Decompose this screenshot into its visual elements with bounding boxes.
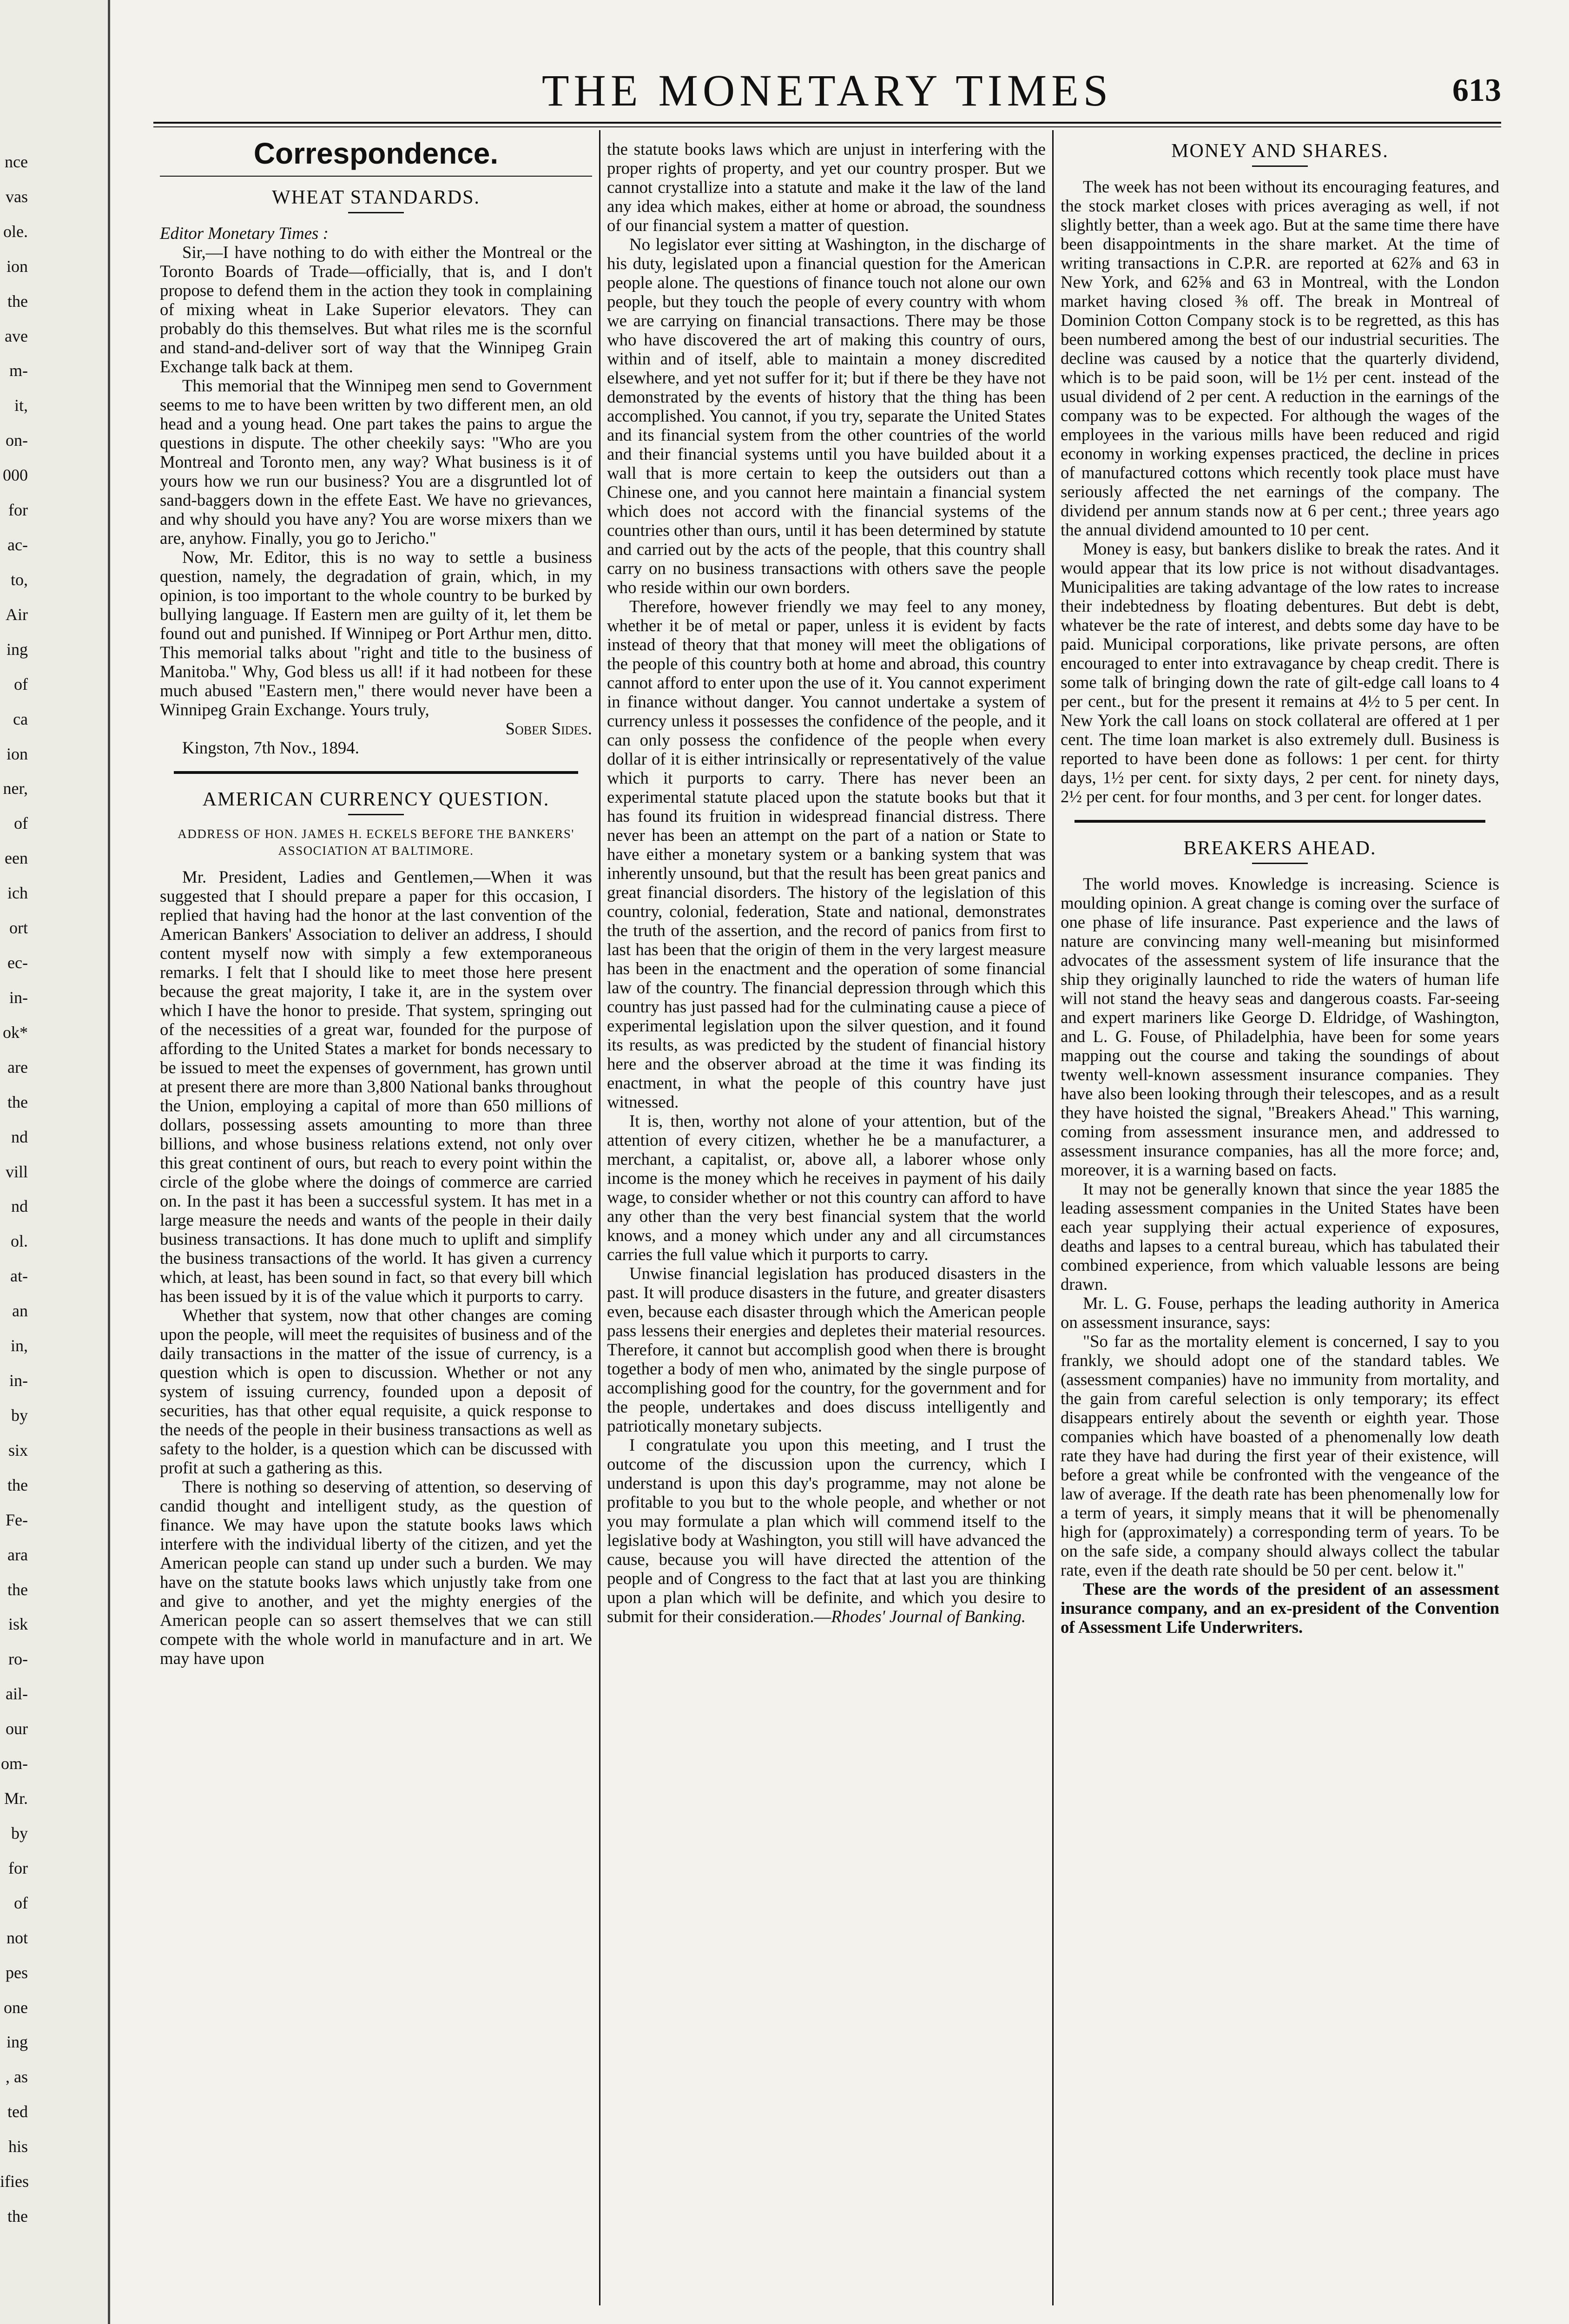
- masthead: [153, 65, 1501, 116]
- article-headline: WHEAT STANDARDS.: [272, 187, 480, 208]
- masthead-rule-thin: [153, 126, 1501, 127]
- paragraph: Mr. President, Ladies and Gentlemen,—When it was suggested that I should prepare a paper for this occasion, I replied that having had the honor at the last convention of the American Bankers' Association to deliver an address, I should content myself now with simply a few extemporaneous remarks. I felt that I should like to meet those here present because the great majority, I take it, are in the system over which I have the honor to preside. That system, springing out of the necessities of a great war, founded for the purpose of affording to the United States a market for bonds necessary to be issued to meet the expenses of government, has grown until at present there are more than 3,800 National banks throughout the Union, employing a capital of more than 650 millions of dollars, possessing assets amounting to more than three billions, and whose business relations extend, not only over this great continent of ours, but reach to every point within the circle of the globe where the doings of commerce are carried on. In the past it has been a successful system. It has met in a large measure the needs and wants of the people in their daily business transactions. It has done much to uplift and simplify the business transactions of the world. It has given a currency which, at least, has been sound in fact, so that every bill which has been issued by it is of the value which it purports to carry.: [160, 867, 592, 1306]
- gutter-fragment: , as: [6, 2067, 28, 2086]
- paragraph: Mr. L. G. Fouse, perhaps the leading authority in America on assessment insurance, says:: [1061, 1294, 1499, 1332]
- paragraph: It is, then, worthy not alone of your attention, but of the attention of every citizen, whether he be a manufacturer, a merchant, a capitalist, or, above all, a laborer whose only income is the money which he receives in payment of his daily wage, to consider whether or not this country can afford to have any other than the very best financial system that the world knows, and a money which under any and all circumstances carries the full value which it purports to carry.: [607, 1111, 1046, 1264]
- gutter-fragment: Fe-: [6, 1511, 28, 1529]
- gutter-fragment: of: [14, 675, 28, 693]
- paragraph-text: I congratulate you upon this meeting, and I trust the outcome of the discussion upon the currency, which I understand is upon this day's programme, may not alone be profitable to you but to the whole people, and whether or not you may formulate a plan which will commend itself to the legislative body at Washington, you still will have advanced the cause, because you will have directed the attention of the people and of Congress to the fact that at last you are thinking upon a plan which will be definite, and which you desire to submit for their consideration.—: [607, 1435, 1046, 1626]
- gutter-fragment: not: [6, 1928, 28, 1947]
- article-headline: MONEY AND SHARES.: [1171, 140, 1389, 162]
- gutter-fragment: ing: [6, 640, 28, 659]
- gutter-fragment: his: [8, 2137, 28, 2156]
- paragraph: Unwise financial legislation has produced disasters in the past. It will produce disasters in the future, and greater disasters even, because each disaster through which the American people pass lessens their energies and depletes their material resources. Therefore, it cannot but accomplish good when there is brought together a body of men who, animated by the single purpose of accomplishing good for the country, for the government and for the people, undertakes and does discuss intelligently and patriotically monetary subjects.: [607, 1264, 1046, 1435]
- paragraph: There is nothing so deserving of attention, so deserving of candid thought and intelligent study, as the question of finance. We may have upon the statute books laws which interfere with the individual liberty of the citizen, and yet the American people can stand up under such a burden. We may have on the statute books laws which unjustly take from one and give to another, and yet the mighty energies of the American people can so assert themselves that we can still compete with the whole world in manufacture and in art. We may have upon: [160, 1477, 592, 1668]
- gutter-fragment: it,: [14, 396, 28, 415]
- gutter-fragment: to,: [10, 570, 28, 589]
- gutter-fragment: ing: [6, 2033, 28, 2051]
- gutter-fragment: the: [7, 292, 28, 310]
- gutter-fragment: six: [8, 1441, 28, 1459]
- gutter-fragment: Mr.: [4, 1789, 28, 1808]
- column-divider-1: [599, 130, 600, 2305]
- gutter-fragment: nd: [11, 1128, 28, 1146]
- gutter-fragment: for: [8, 1859, 28, 1877]
- gutter-fragment: by: [11, 1824, 28, 1842]
- gutter-fragment: 000: [3, 466, 28, 484]
- gutter-fragment: ail-: [6, 1684, 28, 1703]
- gutter-fragment: ole.: [3, 222, 28, 241]
- paragraph: No legislator ever sitting at Washington, in the discharge of his duty, legislated upon a financial question for the American people alone. The questions of finance touch not alone our own people, but they touch the people of every country with whom we are carrying on financial transactions. There may be those who have discovered the art of making this country of ours, within and of itself, able to maintain a money discredited elsewhere, and yet not suffer for it; but if there be they have not demonstrated by the events of history that the thing has been accomplished. You cannot, if you try, separate the United States and its financial system from the other countries of the world and their financial systems until you have builded about it a wall that is more certain to keep the outsiders out than a Chinese one, and you cannot here maintain a financial system which does not accord with the financial systems of the countries other than ours, until it has been determined by statute and carried out by the acts of the people, that this country shall carry on no business transactions with others save the people who reside within our own borders.: [607, 235, 1046, 597]
- paragraph: the statute books laws which are unjust in interfering with the proper rights of property, and yet our country prosper. But we cannot crystallize into a statute and make it the law of the land any idea which makes, either at home or abroad, the soundness of our financial system a matter of question.: [607, 139, 1046, 235]
- gutter-fragment: ol.: [10, 1232, 28, 1250]
- adjacent-page-gutter: [0, 0, 107, 2324]
- gutter-fragment: the: [7, 1580, 28, 1599]
- gutter-fragment: by: [11, 1406, 28, 1425]
- gutter-fragment: ion: [6, 745, 28, 763]
- gutter-fragment: ave: [5, 327, 28, 345]
- paragraph: This memorial that the Winnipeg men send to Government seems to me to have been written by two different men, an old head and a young head. One part takes the pains to argue the questions in dispute. The other cheekily says: "Who are you Montreal and Toronto men, any way? What business is it of yours how we run our business? You are a disgruntled lot of sand-baggers down in the effete East. We have no grievances, and why should you have any? You are worse mixers than we are, anyhow. Finally, you go to Jericho.": [160, 376, 592, 548]
- gutter-fragment: ec-: [7, 953, 28, 972]
- gutter-fragment: ok*: [3, 1023, 28, 1042]
- gutter-fragment: ifies: [0, 2172, 29, 2191]
- paragraph: These are the words of the president of an assessment insurance company, and an ex-president of the Convention of Assessment Life Underwriters.: [1061, 1579, 1499, 1637]
- gutter-fragment: of: [14, 1894, 28, 1912]
- publication-title: THE MONETARY TIMES: [541, 66, 1113, 115]
- headline-rule: [1252, 165, 1308, 167]
- paragraph: Now, Mr. Editor, this is no way to settle a business question, namely, the degradation of grain, which, in my opinion, is too important to the whole country to be burked by bullying language. If Eastern men are guilty of it, let them be found out and punished. If Winnipeg or Port Arthur men, ditto. This memorial talks about "right and title to the business of Manitoba." Why, God bless us all! if it had notbeen for these much abused "Eastern men," there would never have been a Winnipeg Grain Exchange. Yours truly,: [160, 548, 592, 719]
- page-number: 613: [1452, 73, 1501, 108]
- column-2: [607, 139, 1046, 1626]
- dateline: Kingston, 7th Nov., 1894.: [182, 738, 359, 757]
- gutter-fragment: ca: [13, 710, 28, 728]
- gutter-fragment: ara: [7, 1545, 28, 1564]
- paragraph: It may not be generally known that since the year 1885 the leading assessment companies in the United States have been each year supplying their actual experience of exposures, deaths and lapses to a central bureau, which has tabulated their combined experience, from which valuable lessons are being drawn.: [1061, 1179, 1499, 1294]
- column-1: [160, 135, 592, 1668]
- gutter-fragment: in-: [9, 988, 28, 1007]
- section-rule: [160, 176, 592, 177]
- paragraph: The world moves. Knowledge is increasing. Science is moulding opinion. A great change is coming over the surface of one phase of life insurance. Past experience and the laws of nature are convincing many well-meaning but misinformed advocates of the assessment system of life insurance that the ship they originally launched to ride the waters of human life will not stand the heavy seas and dangerous coasts. Far-seeing and expert mariners like George D. Eldridge, of Washington, and L. G. Fouse, of Philadelphia, have been for some years mapping out the course and taking the soundings of about twenty well-known assessment insurance companies. They have also been looking through their telescopes, and as a result they have hoisted the signal, "Breakers Ahead." This warning, coming from assessment insurance men, and addressed to assessment insurance companies, has all the more force; and, moreover, it is a warning based on facts.: [1061, 874, 1499, 1179]
- signature: Sober Sides.: [505, 719, 592, 738]
- gutter-fragment: ort: [9, 918, 28, 937]
- section-title: Correspondence.: [253, 137, 499, 170]
- page-fold-line: [108, 0, 110, 2324]
- gutter-fragment: ion: [6, 257, 28, 276]
- gutter-fragment: m-: [9, 361, 28, 380]
- paragraph: Sir,—I have nothing to do with either the Montreal or the Toronto Boards of Trade—officially, that is, and I don't propose to defend them in the action they took in complaining of mixing wheat in Lake Superior elevators. They can probably do this themselves. But what riles me is the scornful and stand-and-deliver sort of way that the Winnipeg Grain Exchange talk back at them.: [160, 243, 592, 376]
- gutter-fragment: pes: [6, 1963, 28, 1982]
- column-3: [1061, 139, 1499, 1637]
- paragraph: "So far as the mortality element is concerned, I say to you frankly, we should adopt one of the standard tables. We (assessment companies) have no immunity from mortality, and the gain from careful selection is only temporary; its effect disappears entirely about the seventh or eighth year. Those companies which have boasted of a phenomenally low death rate they have had during the first year of their existence, will before a great while be confronted with the vengeance of the law of average. If the death rate has been phenomenally low for a term of years, it simply means that it will be phenomenally high for (approximately) a corresponding term of years. To be on the safe side, a company should always collect the tabular rate, even if the death rate should be 50 per cent. below it.": [1061, 1332, 1499, 1579]
- gutter-fragment: our: [6, 1719, 28, 1738]
- gutter-fragment: for: [8, 501, 28, 519]
- article-separator: [174, 771, 578, 774]
- headline-rule: [348, 814, 404, 815]
- salutation: Editor Monetary Times :: [160, 224, 329, 243]
- gutter-fragment: ac-: [7, 535, 28, 554]
- gutter-fragment: ich: [7, 884, 28, 902]
- gutter-fragment: ted: [7, 2102, 28, 2121]
- gutter-fragment: isk: [8, 1615, 28, 1633]
- headline-rule: [1252, 863, 1308, 864]
- article-separator: [1075, 820, 1485, 823]
- gutter-fragment: in-: [9, 1371, 28, 1390]
- gutter-fragment: in,: [10, 1336, 28, 1355]
- column-divider-2: [1052, 130, 1054, 2305]
- gutter-fragment: an: [12, 1301, 28, 1320]
- gutter-fragment: the: [7, 2207, 28, 2225]
- gutter-fragment: the: [7, 1476, 28, 1494]
- paragraph: Whether that system, now that other changes are coming upon the people, will meet the requisites of business and of the daily transactions in the matter of the issue of currency, is a question which is open to discussion. Whether or not any system of issuing currency, founded upon a deposit of securities, has that other equal requisite, a quick response to the needs of the people in their business transactions as well as safety to the holder, is a question which can be discussed with profit at such a gathering as this.: [160, 1306, 592, 1477]
- paragraph: [607, 1435, 1046, 1626]
- gutter-fragment: of: [14, 814, 28, 832]
- paragraph: Money is easy, but bankers dislike to break the rates. And it would appear that its low price is not without disadvantages. Municipalities are taking advantage of the low rates to increase their indebtedness by floating debentures. But debt is debt, whatever be the rate of interest, and debts some day have to be paid. Municipal corporations, like private persons, are often encouraged to enter into extravagance by cheap credit. There is some talk of bringing down the rate of gilt-edge call loans to 4 per cent., but for the present it remains at 4½ to 5 per cent. In New York the call loans on stock collateral are offered at 1 per cent. The time loan market is also extremely dull. Business is reported to have been done as follows: 1 per cent. for thirty days, 1½ per cent. for sixty days, 2 per cent. for ninety days, 2½ per cent. for four months, and 3 per cent. for longer dates.: [1061, 539, 1499, 806]
- gutter-fragment: ro-: [8, 1650, 28, 1668]
- gutter-fragment: een: [5, 849, 28, 867]
- article-subhead: ADDRESS OF HON. JAMES H. ECKELS BEFORE THE BANKERS' ASSOCIATION AT BALTIMORE.: [178, 827, 574, 858]
- masthead-rule: [153, 122, 1501, 124]
- gutter-fragment: at-: [10, 1267, 28, 1285]
- gutter-fragment: nd: [11, 1197, 28, 1215]
- gutter-fragment: vill: [5, 1162, 28, 1181]
- gutter-fragment: vas: [6, 187, 28, 206]
- gutter-fragment: Air: [6, 605, 28, 624]
- article-headline: AMERICAN CURRENCY QUESTION.: [202, 789, 550, 810]
- article-headline: BREAKERS AHEAD.: [1183, 838, 1377, 859]
- paragraph: Therefore, however friendly we may feel to any money, whether it be of metal or paper, unless it is evident by facts instead of theory that that money will meet the obligations of the people of this country both at home and abroad, this country cannot afford to enter upon the use of it. You cannot experiment in finance without danger. You cannot undertake a system of currency unless it possesses the confidence of the people, and it can only possess the confidence of the people when every dollar of it is either intrinsically or representatively of the value which it purports to carry. There has never been an experimental statute placed upon the statute books but that it has found its fruition in widespread financial distress. There never has been an attempt on the part of a nation or State to have either a monetary system or a banking system that was inherently unsound, but that the result has been great panics and great financial disorders. The history of the legislation of this country, colonial, federation, State and national, demonstrates the truth of the assertion, and the record of panics from first to last has been that the origin of them in the very largest measure has been in the enactment and the operation of some financial law of the country. The financial depression through which this country has just passed had for the culminating cause a piece of experimental legislation upon the silver question, and it found its results, as was predicted by the student of financial history here and the observer abroad at the time it was finding its enactment, in what the people of this country have just witnessed.: [607, 597, 1046, 1111]
- source-credit: Rhodes' Journal of Banking.: [831, 1607, 1026, 1626]
- gutter-fragment: on-: [6, 431, 28, 449]
- gutter-fragment: om-: [1, 1754, 28, 1773]
- headline-rule: [348, 212, 404, 213]
- gutter-fragment: ner,: [3, 779, 28, 798]
- gutter-fragment: the: [7, 1093, 28, 1111]
- gutter-fragment: one: [4, 1998, 28, 2017]
- gutter-fragment: nce: [5, 152, 28, 171]
- paragraph: The week has not been without its encouraging features, and the stock market closes with prices averaging as well, if not slightly better, than a week ago. But at the same time there have been disappointments in the share market. At the time of writing transactions in C.P.R. are reported at 62⅞ and 63 in New York, and 62⅝ and 63 in Montreal, with the London market having closed ⅜ off. The break in Montreal of Dominion Cotton Company stock is to be regretted, as this has been numbered among the best of our industrial securities. The decline was caused by a notice that the quarterly dividend, which is to be paid soon, will be 1½ per cent. instead of the usual dividend of 2 per cent. A reduction in the earnings of the company was to be expected. For although the wages of the employees in the various mills have been reduced and rigid economy in working expenses practiced, the decline in prices of manufactured cottons which recently took place must have seriously affected the net earnings of the company. The dividend per annum stands now at 6 per cent.; three years ago the annual dividend amounted to 10 per cent.: [1061, 177, 1499, 539]
- gutter-fragment: are: [7, 1058, 28, 1076]
